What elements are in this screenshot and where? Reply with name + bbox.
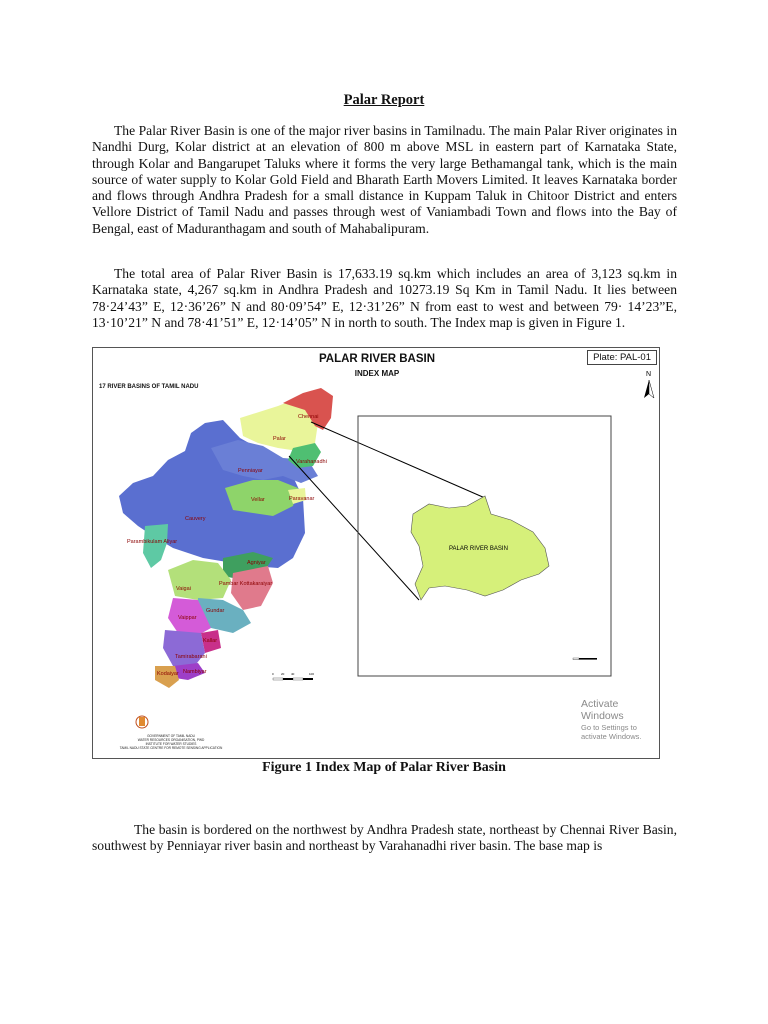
map-drawing [93,348,661,760]
scale-label-0: 0 [272,672,274,676]
tn-emblem-icon [136,716,148,728]
svg-text:N: N [646,371,652,378]
label-tamirabarani: Tamirabarani [175,654,207,660]
dept-line-1: GOVERNMENT OF TAMIL NADU [147,734,195,738]
label-varahanadhi: Varahanadhi [296,459,327,465]
department-credits [96,734,246,750]
label-kallar: Kallar [203,638,218,644]
label-agniyar: Agniyar [247,560,266,566]
paragraph-borders: The basin is bordered on the northwest by Andhra Pradesh state, northeast by Chennai River Basin, southwest by Penniayar river basin and northeast by Varahanadhi river basin. The base map is [92,822,677,854]
figure-caption: Figure 1 Index Map of Palar River Basin [262,760,506,775]
label-parambikulam-aliyar: Parambikulam Aliyar [127,539,178,545]
left-scale-bar [272,672,314,680]
scale-label-40: 40 [291,672,295,676]
basin-parambikulam-aliyar [143,524,168,568]
activate-windows-watermark [581,698,659,741]
label-gundar: Gundar [206,608,225,614]
label-vellar: Vellar [251,497,265,503]
paragraph-origin: The Palar River Basin is one of the major river basins in Tamilnadu. The main Palar River originates in Nandhi Durg, Kolar district at an elevation of 800 m above MSL in eastern part of Karnataka State, through Kolar and Bangarupet Taluks where it forms the very large Bethamangal tank, which is the main source of water supply to Kolar Gold Field and Bharath Earth Movers Limited. It leaves Karnataka border and flows through Andhra Pradesh for a small distance in Kuppam Taluk in Chitoor District and enters Vellore District of Tamil Nadu and passes through west of Vaniambadi Town and flows into the Bay of Bengal, east of Maduranthagam and south of Mahabalipuram. [92,123,677,236]
plate-label: Plate: PAL-01 [587,350,657,365]
dept-line-2: WATER RESOURCES ORGANISATION, PWD [137,738,205,742]
scale-label-20: 20 [281,672,285,676]
paragraph-area: The total area of Palar River Basin is 17,633.19 sq.km which includes an area of 3,123 sq.km in Karnataka state, 4,267 sq.km in Andhra Pradesh and 10273.19 Sq Km in Tamil Nadu. It lies between 78·24’43” E, 12·36’26” N and 80·09’54” E, 12·31’26” N from east to west and between 79· 14’23”E, 13·10’21” N and 78·41’51” E, 12·14’05” N in north to south. The Index map is given in Figure 1. [92,266,677,330]
tamil-nadu-basins [119,388,333,688]
basin-kodaiyar [155,666,179,688]
watermark-line-1: Activate Windows [581,698,624,722]
north-arrow [644,371,654,398]
label-paravanar: Paravanar [289,496,315,502]
watermark-line-2: Go to Settings to activate Windows. [581,723,642,741]
label-chennai: Chennai [298,414,319,420]
label-cauvery: Cauvery [185,516,206,522]
left-map-heading: 17 RIVER BASINS OF TAMIL NADU [99,384,199,390]
map-title: PALAR RIVER BASIN [318,353,436,365]
inset-label: PALAR RIVER BASIN [449,546,508,552]
index-map-figure [92,347,660,759]
label-palar: Palar [273,436,286,442]
label-kodaiyar: Kodaiyar [157,671,179,677]
label-nambiyar: Nambiyar [183,669,207,675]
label-vaippar: Vaippar [178,615,197,621]
label-vaigai: Vaigai [176,586,191,592]
map-subtitle: INDEX MAP [354,369,400,378]
label-pambar: Pambar Kottakaraiyar [219,581,273,587]
page-title: Palar Report [343,92,425,108]
dept-line-3: INSTITUTE FOR WATER STUDIES [145,742,197,746]
basin-tamirabarani [163,630,205,668]
basin-pambar [231,566,273,610]
dept-line-4: TAMIL NADU STATE CENTRE FOR REMOTE SENSING APPLICATION [119,746,223,750]
basin-vaigai [168,560,231,600]
label-penniayar: Penniayar [238,468,263,474]
scale-label-100: 100 [309,672,315,676]
